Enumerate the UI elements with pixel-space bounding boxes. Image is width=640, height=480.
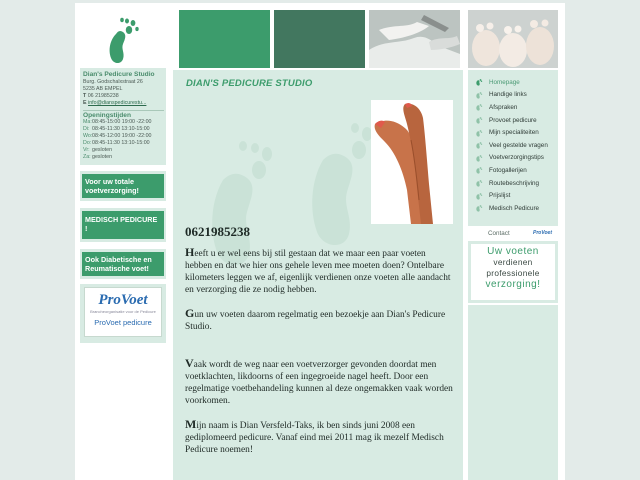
footprint-icon xyxy=(475,154,483,162)
footprint-icon xyxy=(475,192,483,200)
slogan-line-3: verzorging! xyxy=(485,279,541,290)
promo-text: Ook Diabetische en Reumatische voet! xyxy=(82,252,164,276)
nav-label: Provoet pedicure xyxy=(489,116,537,124)
hours-day: Vr: xyxy=(83,147,90,153)
legs-photo xyxy=(371,100,453,224)
page xyxy=(75,3,565,480)
drop-cap: M xyxy=(185,417,197,431)
paragraph-text: eeft u er wel eens bij stil gestaan dat we maar een paar voeten hebben en dat we hier ons gehele leven mee moeten doen? Ontelbare kilometers leggen we af, eigenlijk verdienen onze voeten alle aandacht en verzorging die ze nodig hebben. xyxy=(185,249,451,295)
hours-day: Wo: xyxy=(83,133,93,139)
nav-label: Voetverzorgingstips xyxy=(489,154,544,162)
address-line-2: 5235 AB EMPEL xyxy=(83,86,123,92)
footprint-icon xyxy=(475,91,483,99)
nav-item-provoet-pedicure[interactable] xyxy=(468,114,558,127)
studio-name: Dian's Pedicure Studio xyxy=(83,71,155,78)
hours-time: 08:45-12:00 19:00 -22:00 xyxy=(92,133,152,139)
pedicure-photo-icon xyxy=(369,10,460,68)
main-content xyxy=(173,70,463,480)
provoet-caption: ProVoet pedicure xyxy=(94,318,152,327)
paragraph xyxy=(185,418,453,456)
nav-label: Fotogallerijen xyxy=(489,166,527,174)
nav-label: Handige links xyxy=(489,91,527,99)
footprint-icon xyxy=(475,103,483,111)
nav-item-veel-gestelde-vragen[interactable] xyxy=(468,139,558,152)
nav-item-mijn-specialiteiten[interactable] xyxy=(468,126,558,139)
footprint-icon xyxy=(475,204,483,212)
nav-item-afspraken[interactable] xyxy=(468,101,558,114)
slogan-line-1: Uw voeten xyxy=(487,246,539,257)
hours-day: Do: xyxy=(83,140,92,146)
contact-info xyxy=(80,68,166,165)
email-line xyxy=(83,100,164,107)
nav-label: Mijn specialiteiten xyxy=(489,129,539,137)
footprint-icon xyxy=(475,129,483,137)
promo-box-voetverzorging xyxy=(80,171,166,201)
slogan-line-2: verdienen professionele xyxy=(486,257,540,278)
nav-label: Veel gestelde vragen xyxy=(489,141,548,149)
hours-time: gesloten xyxy=(92,154,113,160)
provoet-subtitle: Brancheorganisatie voor de Pedicure xyxy=(90,309,156,314)
provoet-box xyxy=(80,284,166,343)
nav-item-medisch-pedicure[interactable] xyxy=(468,202,558,215)
address-line-1: Burg. Godschalxstraat 26 xyxy=(83,79,143,85)
right-column-fill xyxy=(468,305,558,480)
promo-text: MEDISCH PEDICURE ! xyxy=(82,211,164,239)
promo-box-diabetisch xyxy=(80,249,166,279)
promo-box-medisch xyxy=(80,208,166,242)
drop-cap: V xyxy=(185,356,194,370)
nav-item-voetverzorgingstips[interactable] xyxy=(468,152,558,165)
nav-label: Afspraken xyxy=(489,103,518,111)
email-label: E xyxy=(83,100,87,106)
provoet-logo: ProVoet xyxy=(98,292,148,308)
banner-dark-green xyxy=(274,10,365,68)
provoet-small-logo[interactable]: ProVoet xyxy=(533,230,552,236)
footprint-icon xyxy=(475,179,483,187)
hours-row xyxy=(83,133,164,140)
hours-day: Za: xyxy=(83,154,91,160)
nav-label: Medisch Pedicure xyxy=(489,204,540,212)
nav-label: Homepage xyxy=(489,78,520,86)
main-navigation xyxy=(468,70,558,226)
footprint-icon xyxy=(475,78,483,86)
drop-cap: G xyxy=(185,306,195,320)
nav-item-handige-links[interactable] xyxy=(468,89,558,102)
nav-label: Routebeschrijving xyxy=(489,179,540,187)
phone-line xyxy=(83,93,164,100)
feet-photo-icon xyxy=(468,10,558,68)
phone-number: 06 21985238 xyxy=(87,93,119,99)
legs-photo-icon xyxy=(371,100,453,224)
contact-row xyxy=(468,227,558,239)
left-sidebar xyxy=(80,8,166,480)
slogan-card xyxy=(471,244,555,300)
hours-row xyxy=(83,119,164,126)
hours-time: gesloten xyxy=(92,147,113,153)
paragraph xyxy=(185,357,453,407)
banner-photo-pedicure xyxy=(369,10,460,68)
hours-row xyxy=(83,126,164,133)
footprint-icon xyxy=(475,141,483,149)
hours-time: 08:45-11:30 13:10-15:00 xyxy=(92,126,150,132)
hours-row xyxy=(83,154,164,161)
banner-photo-feet xyxy=(468,10,558,68)
hours-row xyxy=(83,140,164,147)
promo-text: Voor uw totale voetverzorging! xyxy=(82,174,164,198)
hours-time: 08:45-11:30 13:10-15:00 xyxy=(92,140,150,146)
page-title: DIAN'S PEDICURE STUDIO xyxy=(186,78,313,89)
nav-item-fotogallerijen[interactable] xyxy=(468,164,558,177)
paragraph-text: un uw voeten daarom regelmatig een bezoekje aan Dian's Pedicure Studio. xyxy=(185,310,446,332)
paragraph-text: aak wordt de weg naar een voetverzorger gevonden doordat men voetklachten, likdoorns of een ingegroeide nagel heeft. Door een regelmatige voetbehandeling kunnen al deze ongemakken vaak worden voorkomen. xyxy=(185,360,453,406)
banner-green xyxy=(179,10,270,68)
hours-row xyxy=(83,147,164,154)
provoet-badge[interactable] xyxy=(84,287,162,337)
nav-item-prijslijst[interactable] xyxy=(468,189,558,202)
opening-hours-title: Openingstijden xyxy=(83,110,164,119)
foot-logo[interactable] xyxy=(80,8,166,68)
intro-text xyxy=(185,246,453,467)
hours-day: Di: xyxy=(83,126,90,132)
slogan-box xyxy=(468,241,558,303)
paragraph xyxy=(185,307,453,333)
footprint-logo-icon xyxy=(102,16,144,66)
paragraph xyxy=(185,246,453,296)
email-link[interactable]: info@dianspedicurestu... xyxy=(88,100,147,106)
drop-cap: H xyxy=(185,245,195,259)
paragraph-text: ijn naam is Dian Versfeld-Taks, ik ben sinds juni 2008 een gediplomeerd pedicure. Vanaf eind mei 2011 mag ik mezelf Medisch Pedicure noemen! xyxy=(185,421,444,455)
contact-link[interactable]: Contact xyxy=(488,229,510,237)
hours-time: 08:45-15:00 19:00 -22:00 xyxy=(92,119,152,125)
footprint-icon xyxy=(475,116,483,124)
phone-label: T xyxy=(83,93,87,99)
nav-label: Prijslijst xyxy=(489,192,511,200)
nav-item-homepage[interactable] xyxy=(468,76,558,89)
footprint-icon xyxy=(475,166,483,174)
nav-item-routebeschrijving[interactable] xyxy=(468,177,558,190)
main-phone-number: 0621985238 xyxy=(185,224,250,239)
hours-day: Ma: xyxy=(83,119,92,125)
